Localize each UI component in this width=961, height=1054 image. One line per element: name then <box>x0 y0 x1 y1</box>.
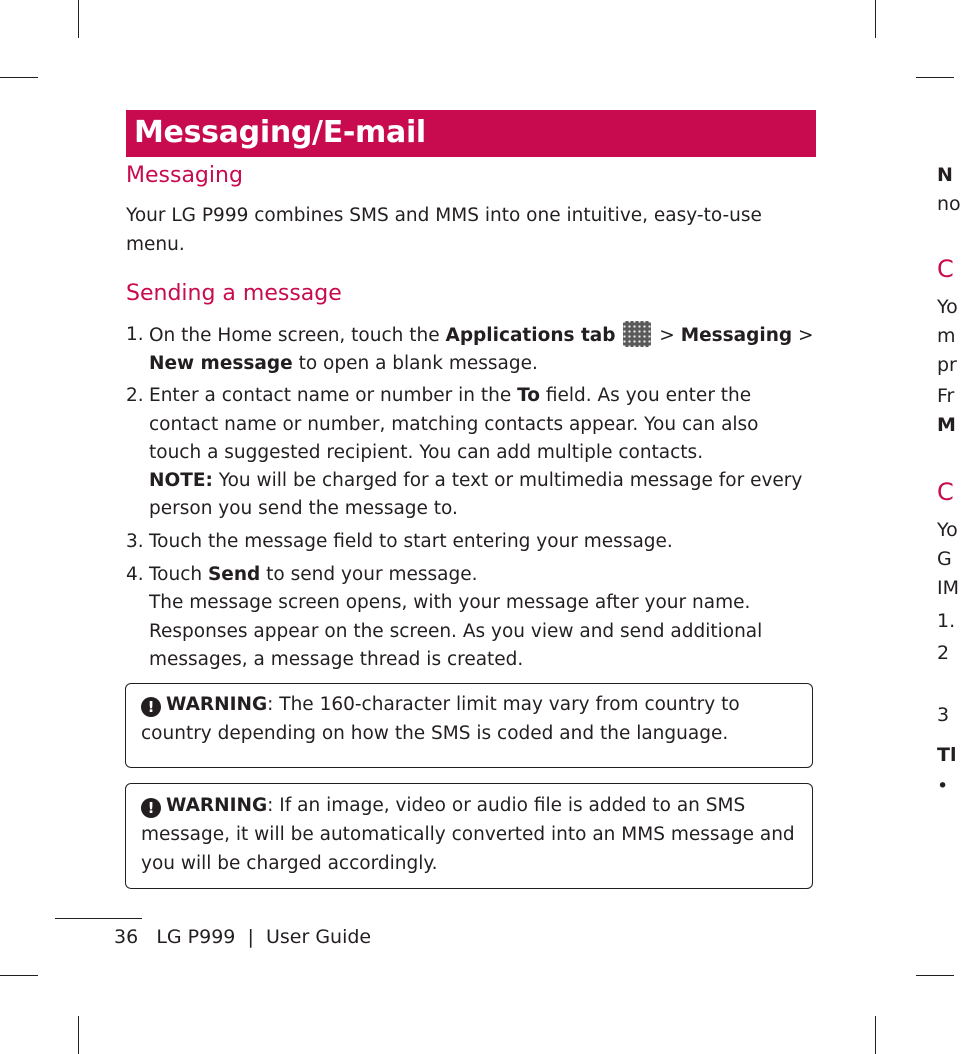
step1-text: > <box>792 325 814 346</box>
step-number: 2. <box>126 385 144 406</box>
step2-note <box>149 467 802 496</box>
crop-mark <box>0 975 38 976</box>
warning-line-3: you will be charged accordingly. <box>141 853 438 874</box>
next-page-fragment: • <box>937 775 949 797</box>
note-label: NOTE: <box>149 470 213 491</box>
send-label: Send <box>207 564 261 585</box>
intro-text-line-2: menu. <box>126 234 185 255</box>
note-text: You will be charged for a text or multimedia message for every <box>212 470 803 491</box>
next-page-fragment: C <box>937 255 954 283</box>
step2-line-1 <box>149 382 751 411</box>
warning-line-2: country depending on how the SMS is coded and the language. <box>141 723 729 744</box>
warning-line-1 <box>141 792 745 821</box>
messaging-label: Messaging <box>680 325 793 346</box>
page-footer <box>114 926 371 948</box>
warning-text: : If an image, video or audio file is added to an SMS <box>267 795 746 816</box>
next-page-fragment: Yo <box>937 296 958 318</box>
step4-line-1 <box>149 561 478 590</box>
step1-text: > <box>653 325 681 346</box>
next-page-fragment: 1. <box>937 610 956 632</box>
warning-text: : The 160-character limit may vary from country to <box>267 694 740 715</box>
crop-mark <box>78 1016 79 1054</box>
step4-line-4: messages, a message thread is created. <box>149 649 524 670</box>
step-number: 3. <box>126 531 144 552</box>
step1-line-2 <box>149 350 538 379</box>
next-page-fragment: M <box>937 414 956 436</box>
step2-line-3: touch a suggested recipient. You can add multiple contacts. <box>149 442 704 463</box>
step2-line-2: contact name or number, matching contacts appear. You can also <box>149 414 759 435</box>
sending-heading: Sending a message <box>126 281 342 306</box>
warning-box <box>125 783 813 889</box>
apps-grid-icon <box>623 321 651 347</box>
step2-text: field. As you enter the <box>539 385 752 406</box>
step-number: 1. <box>126 324 144 345</box>
intro-text-line-1: Your LG P999 combines SMS and MMS into one intuitive, easy-to-use <box>126 205 762 226</box>
step2-note-line-2: person you send the message to. <box>149 498 458 519</box>
guide-title: User Guide <box>265 926 372 948</box>
page-number: 36 <box>114 926 139 948</box>
crop-mark <box>916 975 954 976</box>
warning-line-1 <box>141 691 740 720</box>
warning-icon: ! <box>141 697 161 717</box>
footer-separator: | <box>247 926 254 948</box>
step4-line-3: Responses appear on the screen. As you view and send additional <box>149 621 763 642</box>
crop-mark <box>0 77 38 78</box>
next-page-fragment: 2 <box>937 642 950 664</box>
applications-tab-label: Applications tab <box>445 325 616 346</box>
crop-mark <box>875 1016 876 1054</box>
warning-icon: ! <box>141 798 161 818</box>
to-field-label: To <box>517 385 540 406</box>
new-message-label: New message <box>149 353 293 374</box>
next-page-fragment: m <box>937 325 956 347</box>
model-name: LG P999 <box>156 926 236 948</box>
section-title: Messaging/E-mail <box>134 115 426 150</box>
step1-line-1 <box>149 321 814 351</box>
footer-rule <box>55 918 142 919</box>
step4-text: Touch <box>149 564 208 585</box>
next-page-fragment: Yo <box>937 519 958 541</box>
next-page-fragment: Fr <box>937 385 955 407</box>
step4-line-2: The message screen opens, with your message after your name. <box>149 592 751 613</box>
next-page-fragment: IM <box>937 577 959 599</box>
crop-mark <box>916 77 954 78</box>
next-page-fragment: Tl <box>937 744 957 766</box>
crop-mark <box>78 0 79 38</box>
step1-text: to open a blank message. <box>292 353 538 374</box>
warning-line-2: message, it will be automatically converted into an MMS message and <box>141 824 795 845</box>
crop-mark <box>875 0 876 38</box>
next-page-fragment: pr <box>937 354 957 376</box>
step3-text: Touch the message field to start entering your message. <box>149 531 673 552</box>
warning-label: WARNING <box>166 795 268 816</box>
warning-box <box>125 683 813 768</box>
section-title-bar <box>126 110 816 157</box>
step1-text: On the Home screen, touch the <box>149 325 446 346</box>
messaging-heading: Messaging <box>126 163 243 188</box>
step-number: 4. <box>126 564 144 585</box>
next-page-fragment: C <box>937 478 954 506</box>
next-page-fragment: no <box>937 193 961 215</box>
warning-label: WARNING <box>166 694 268 715</box>
next-page-fragment: 3 <box>937 704 950 726</box>
step2-text: Enter a contact name or number in the <box>149 385 518 406</box>
next-page-fragment: N <box>937 164 953 186</box>
step4-text: to send your message. <box>260 564 478 585</box>
next-page-fragment: G <box>937 548 952 570</box>
